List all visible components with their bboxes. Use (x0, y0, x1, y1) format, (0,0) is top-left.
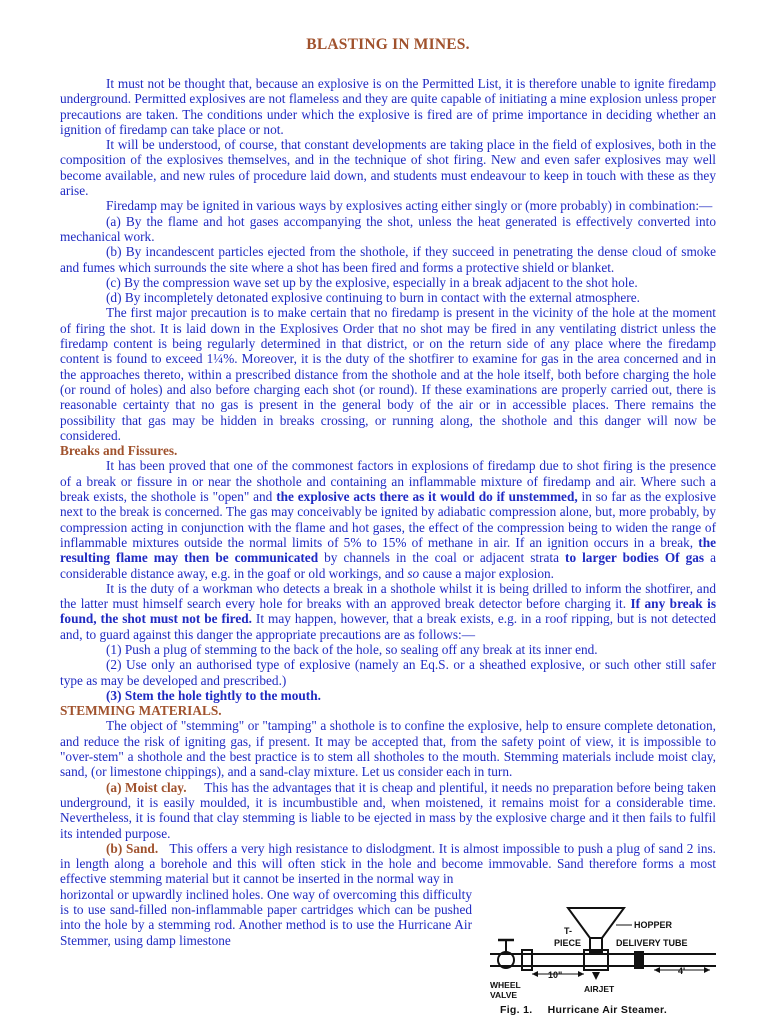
label-dim-10: 10" (548, 970, 563, 980)
document-body (60, 76, 716, 948)
figure-caption-number: Fig. 1. (500, 1004, 533, 1016)
label-wheel: WHEEL (490, 980, 521, 990)
precaution-item-3: (3) Stem the hole tightly to the mouth. (106, 687, 321, 703)
precaution-item-2: (2) Use only an authorised type of explosive (namely an Eq.S. or a sheathed explosive, or such other still safer type as may be developed and prescribed.) (60, 657, 716, 688)
breaks-paragraph-1: It has been proved that one of the commonest factors in explosions of firedamp due to shot firing is the presence of a break or fissure in or near the shothole and containing an inflammable mixture of firedamp and air. Where such a break exists, the shothole is "open" and the explosive acts there as it would do if unstemmed, in so far as the explosive next to the break is concerned. The gas may conceivably be ignited by adiabatic compression alone, but, more probably, by compression acting in conjunction with the flame and hot gases, the effect of the compression being to widen the range of inflammable mixtures outside the normal limits of 5% to 15% of methane in air. If an ignition occurs in a break, the resulting flame may then be communicated by channels in the coal or adjacent strata to larger bodies Of gas a considerable distance away, e.g. in the goaf or old workings, and so cause a major explosion. (60, 458, 717, 581)
label-airjet: AIRJET (584, 984, 615, 994)
figure-caption-text: Hurricane Air Steamer. (547, 1004, 668, 1016)
stemming-paragraph-1: The object of "stemming" or "tamping" a shothole is to confine the explosive, help to ensure complete detonation, and reduce the risk of igniting gas, if present. It may be accepted that, from the safety point of view, it is impossible to "over-stem" a shothole and the best practice is to stem all shotholes to the mouth. Stemming materials include moist clay, sand, (or limestone chippings), and a sand-clay mixture. Let us consider each in turn. (60, 718, 716, 780)
page-title: BLASTING IN MINES. (306, 36, 470, 53)
label-t-piece-2: PIECE (554, 938, 582, 948)
stemming-moist-clay: (a) Moist clay. This has the advantages that it is cheap and plentiful, it needs no preparation before being taken underground, it is easily moulded, it is incumbustible and, when moistened, it remains moist for a considerable time. Nevertheless, it is found that clay stemming is liable to be ejected in mass by the explosive charge and it then fails to fulfil its intended purpose. (60, 779, 717, 841)
label-t-piece-1: T- (564, 926, 572, 936)
stemming-sand-continued: horizontal or upwardly inclined holes. One way of overcoming this difficulty is to use sand-filled non-inflammable paper cartridges which can be pushed into the hole by a stemming rod. Another method is to use the Hurricane Air Stemmer, using damp limestone (60, 886, 472, 948)
ignition-item-c: (c) By the compression wave set up by the explosive, especially in a break adjacent to the shot hole. (106, 274, 638, 290)
precaution-paragraph: The first major precaution is to make certain that no firedamp is present in the vicinity of the hole at the moment of firing the shot. It is laid down in the Explosives Order that no shot may be fired in any ventilating district unless the firedamp content is being regularly determined in that district, or on the return side of any place where the firedamp content is found to exceed 1¼%. Moreover, it is the duty of the shotfirer to examine for gas in the area concerned and in the approaches thereto, within a prescribed distance from the shothole and at the hole itself, both before charging the hole (or round of holes) and also before charging each shot (or round). If these examinations are properly carried out, there is reasonable certainty that no gas is present in the general body of the air or in accessible places. There remains the possibility that gas may be hidden in breaks crossing, or running along, the shothole and this danger will now be considered. (60, 305, 716, 443)
stemming-sand: (b) Sand. This offers a very high resistance to dislodgment. It is almost impossible to push a plug of sand 2 ins. in length along a borehole and this will often stick in the hole and become immovable. Sand therefore forms a most effective stemming material but it cannot be inserted in the normal way in (60, 840, 716, 887)
label-hopper: HOPPER (634, 920, 673, 930)
intro-paragraph-1: It must not be thought that, because an explosive is on the Permitted List, it is therefore unable to ignite firedamp underground. Permitted explosives are not flameless and they are quite capable of initiating a mine explosion unless proper precautions are taken. The conditions under which the explosive is fired are of prime importance in deciding whether an ignition of firedamp can take place or not. (60, 76, 716, 137)
section-heading-stemming: STEMMING MATERIALS. (60, 703, 222, 719)
ignition-item-b: (b) By incandescent particles ejected from the shothole, if they succeed in penetrating the dense cloud of smoke and fumes which surrounds the site where a shot has been fired and forms a protective shield or blanket. (60, 244, 716, 275)
intro-paragraph-3: Firedamp may be ignited in various ways by explosives acting either singly or (more probably) in combination:— (106, 198, 713, 214)
ignition-item-a: (a) By the flame and hot gases accompanying the shot, unless the heat generated is effectively converted into mechanical work. (60, 213, 716, 244)
coupling (634, 951, 644, 969)
intro-paragraph-2: It will be understood, of course, that constant developments are taking place in the field of explosives, both in the composition of the explosives themselves, and in the technique of shot firing. New and even safer explosives may well become available, and new rules of procedure laid down, and students must endeavour to keep in touch with these as they arise. (60, 137, 716, 199)
label-dim-4: 4' (678, 966, 686, 976)
breaks-paragraph-2: It is the duty of a workman who detects a break in a shothole whilst it is being drilled to inform the shotfirer, and the latter must himself search every hole for breaks with an approved break detector before charging it. If any break is found, the shot must not be fired. It may happen, however, that a break exists, e.g. in a roof ripping, but is not detected and, to guard against this danger the appropriate precautions are as follows:— (60, 580, 716, 642)
ignition-item-d: (d) By incompletely detonated explosive continuing to burn in contact with the external atmosphere. (106, 290, 640, 306)
precaution-item-1: (1) Push a plug of stemming to the back of the hole, so sealing off any break at its inner end. (106, 641, 598, 657)
section-heading-breaks: Breaks and Fissures. (60, 443, 178, 459)
label-delivery-tube: DELIVERY TUBE (616, 938, 688, 948)
label-valve: VALVE (490, 990, 518, 1000)
figure-caption (500, 1004, 667, 1016)
hopper-shape (568, 908, 624, 938)
